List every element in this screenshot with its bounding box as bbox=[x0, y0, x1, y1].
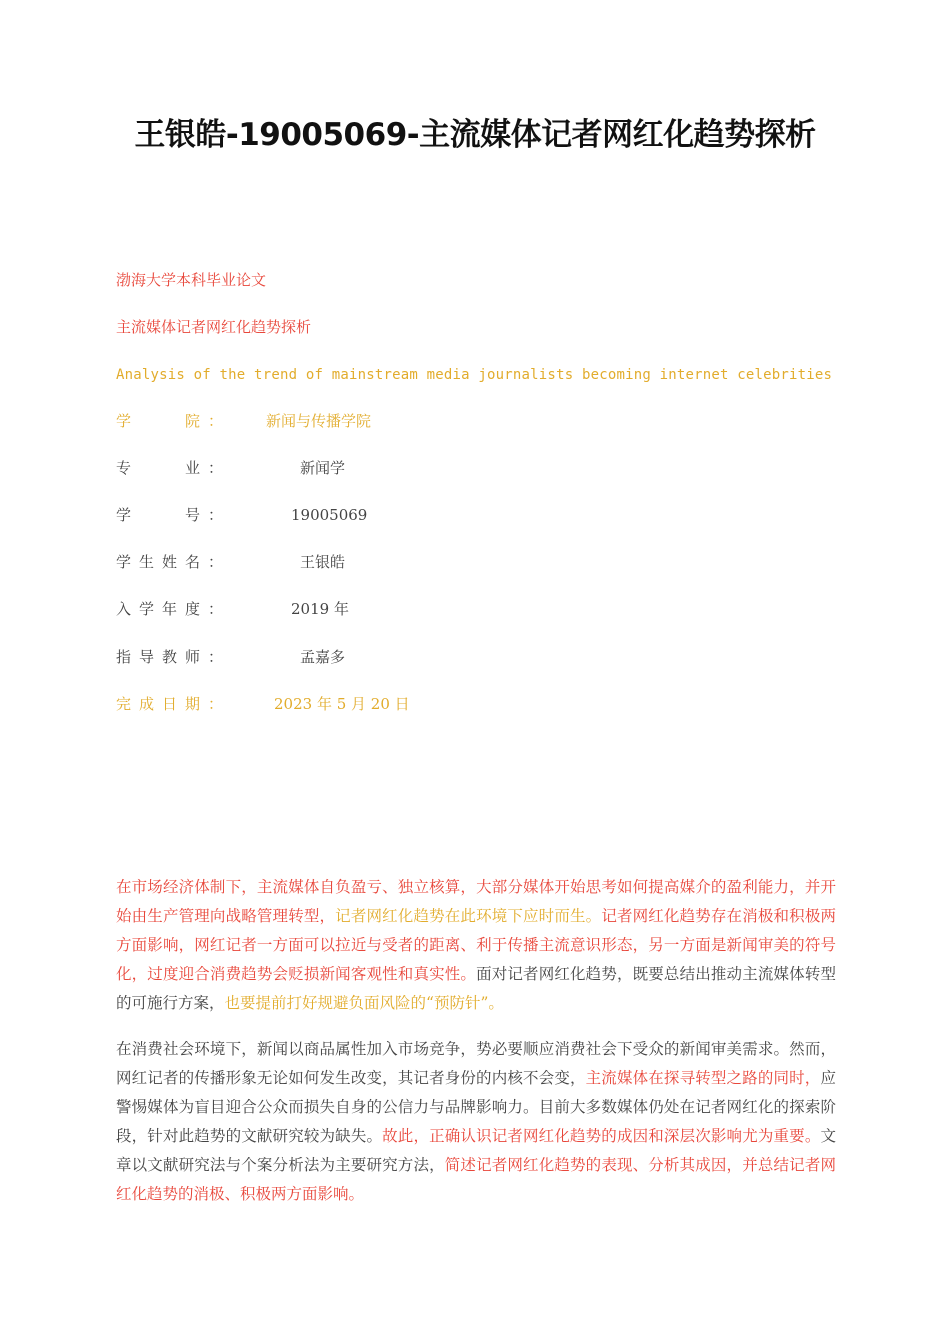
abstract-segment: 面对记者网红化趋势，既要总结出推动主流媒体转型的可施行方案， bbox=[116, 965, 836, 1012]
thesis-title-en: Analysis of the trend of mainstream media journalists becoming internet celebrities bbox=[116, 367, 833, 383]
abstract-segment: 在消费社会环境下，新闻以商品属性加入市场竞争，势必要顺应消费社会下受众的新闻审美需求。然而，网红记者的传播形象无论如何发生改变，其记者身份的内核不会变， bbox=[116, 1040, 836, 1087]
abstract-paragraph-1 bbox=[116, 873, 836, 1018]
document-title: 王银皓-19005069-主流媒体记者网红化趋势探析 bbox=[134, 117, 816, 153]
abstract-segment: 故此，正确认识记者网红化趋势的成因和深层次影响尤为重要。 bbox=[382, 1127, 821, 1145]
abstract-segment: 记者网红化趋势存在消极和积极两方面影响，网红记者一方面可以拉近与受者的距离、利于传播主流意识形态，另一方面是新闻审美的符号化，过度迎合消费趋势会贬损新闻客观性和真实性。 bbox=[116, 907, 836, 983]
thesis-title-cn: 主流媒体记者网红化趋势探析 bbox=[116, 318, 312, 336]
info-value: 2019 年 bbox=[291, 600, 349, 618]
abstract-segment: 简述记者网红化趋势的表现、分析其成因，并总结记者网红化趋势的消极、积极两方面影响。 bbox=[116, 1156, 836, 1203]
info-label: 学 号： bbox=[116, 506, 232, 524]
info-value: 孟嘉多 bbox=[300, 648, 346, 666]
info-label: 学生姓名： bbox=[116, 553, 232, 571]
abstract-segment: 在市场经济体制下，主流媒体自负盈亏、独立核算，大部分媒体开始思考如何提高媒介的盈利能力，并开始由生产管理向战略管理转型， bbox=[116, 878, 836, 925]
info-value: 王银皓 bbox=[300, 553, 346, 571]
info-value: 新闻与传播学院 bbox=[266, 412, 372, 430]
info-label: 学 院： bbox=[116, 412, 232, 430]
abstract-segment: 应警惕媒体为盲目迎合公众而损失自身的公信力与品牌影响力。目前大多数媒体仍处在记者网红化的探索阶段，针对此趋势的文献研究较为缺失。 bbox=[116, 1069, 836, 1145]
university-line: 渤海大学本科毕业论文 bbox=[116, 271, 267, 289]
abstract-paragraph-2 bbox=[116, 1035, 836, 1209]
info-value: 新闻学 bbox=[300, 459, 346, 477]
info-value: 19005069 bbox=[291, 506, 368, 524]
abstract-segment: 文章以文献研究法与个案分析法为主要研究方法， bbox=[116, 1127, 836, 1174]
info-value: 2023 年 5 月 20 日 bbox=[274, 695, 410, 713]
abstract-segment: 主流媒体在探寻转型之路的同时， bbox=[585, 1069, 821, 1087]
info-label: 入学年度： bbox=[116, 600, 232, 618]
abstract-segment: 也要提前打好规避负面风险的“预防针”。 bbox=[224, 994, 504, 1012]
info-label: 专 业： bbox=[116, 459, 232, 477]
info-label: 完成日期： bbox=[116, 695, 232, 713]
info-label: 指导教师： bbox=[116, 648, 232, 666]
abstract-segment: 记者网红化趋势在此环境下应时而生。 bbox=[335, 907, 602, 925]
